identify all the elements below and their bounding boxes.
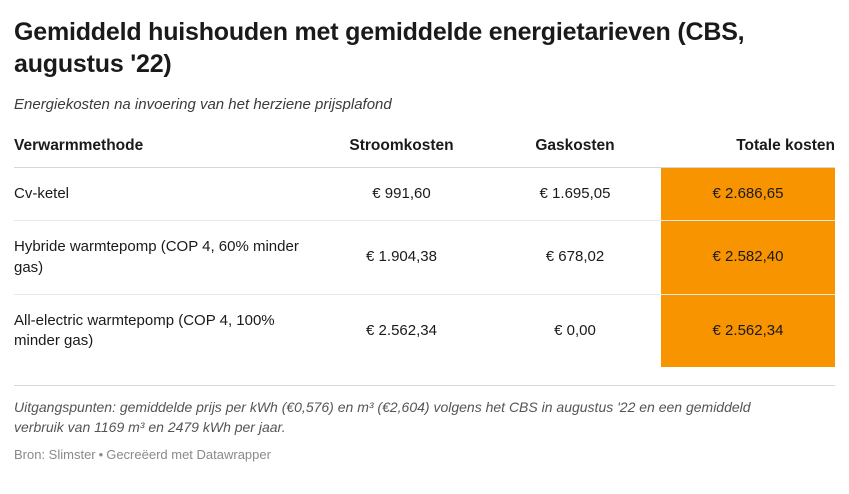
table-row [14,294,835,367]
created-with-label: Gecreëerd met Datawrapper [106,447,271,462]
cell-method: Cv-ketel [14,168,314,221]
table-body [14,168,835,368]
cell-totale-kosten: € 2.562,34 [661,294,835,367]
cell-method: All-electric warmtepomp (COP 4, 100% minder gas) [14,311,275,349]
cell-gaskosten: € 1.695,05 [489,168,661,221]
data-table [14,137,835,367]
chart-subtitle: Energiekosten na invoering van het herziene prijsplafond [14,96,392,113]
cell-totale-kosten: € 2.582,40 [661,221,835,295]
table-row [14,168,835,221]
cell-gaskosten: € 0,00 [554,321,596,339]
chart-notes: Uitgangspunten: gemiddelde prijs per kWh (€0,576) en m³ (€2,604) volgens het CBS in augustus '22 en een gemiddeld verbruik van 1169 m³ en 2479 kWh per jaar. [14,399,751,436]
column-header-totale-kosten: Totale kosten [661,137,835,168]
table-header-row [14,137,835,168]
cell-gaskosten: € 678,02 [489,221,661,295]
column-header-method: Verwarmmethode [14,137,314,168]
cell-totale-kosten: € 2.686,65 [661,168,835,221]
page-title: Gemiddeld huishouden met gemiddelde energietarieven (CBS, augustus '22) [14,18,745,78]
source-label: Bron: Slimster [14,447,96,462]
source-separator: • [98,447,104,462]
cell-method: Hybride warmtepomp (COP 4, 60% minder gas) [14,221,314,295]
table-header [14,137,835,168]
column-header-stroomkosten: Stroomkosten [314,137,489,168]
table-row [14,221,835,295]
cell-stroomkosten: € 2.562,34 [366,321,437,339]
cell-stroomkosten: € 1.904,38 [314,221,489,295]
chart-source [14,447,835,462]
column-header-gaskosten: Gaskosten [489,137,661,168]
chart-footer [14,385,835,462]
cell-stroomkosten: € 991,60 [314,168,489,221]
